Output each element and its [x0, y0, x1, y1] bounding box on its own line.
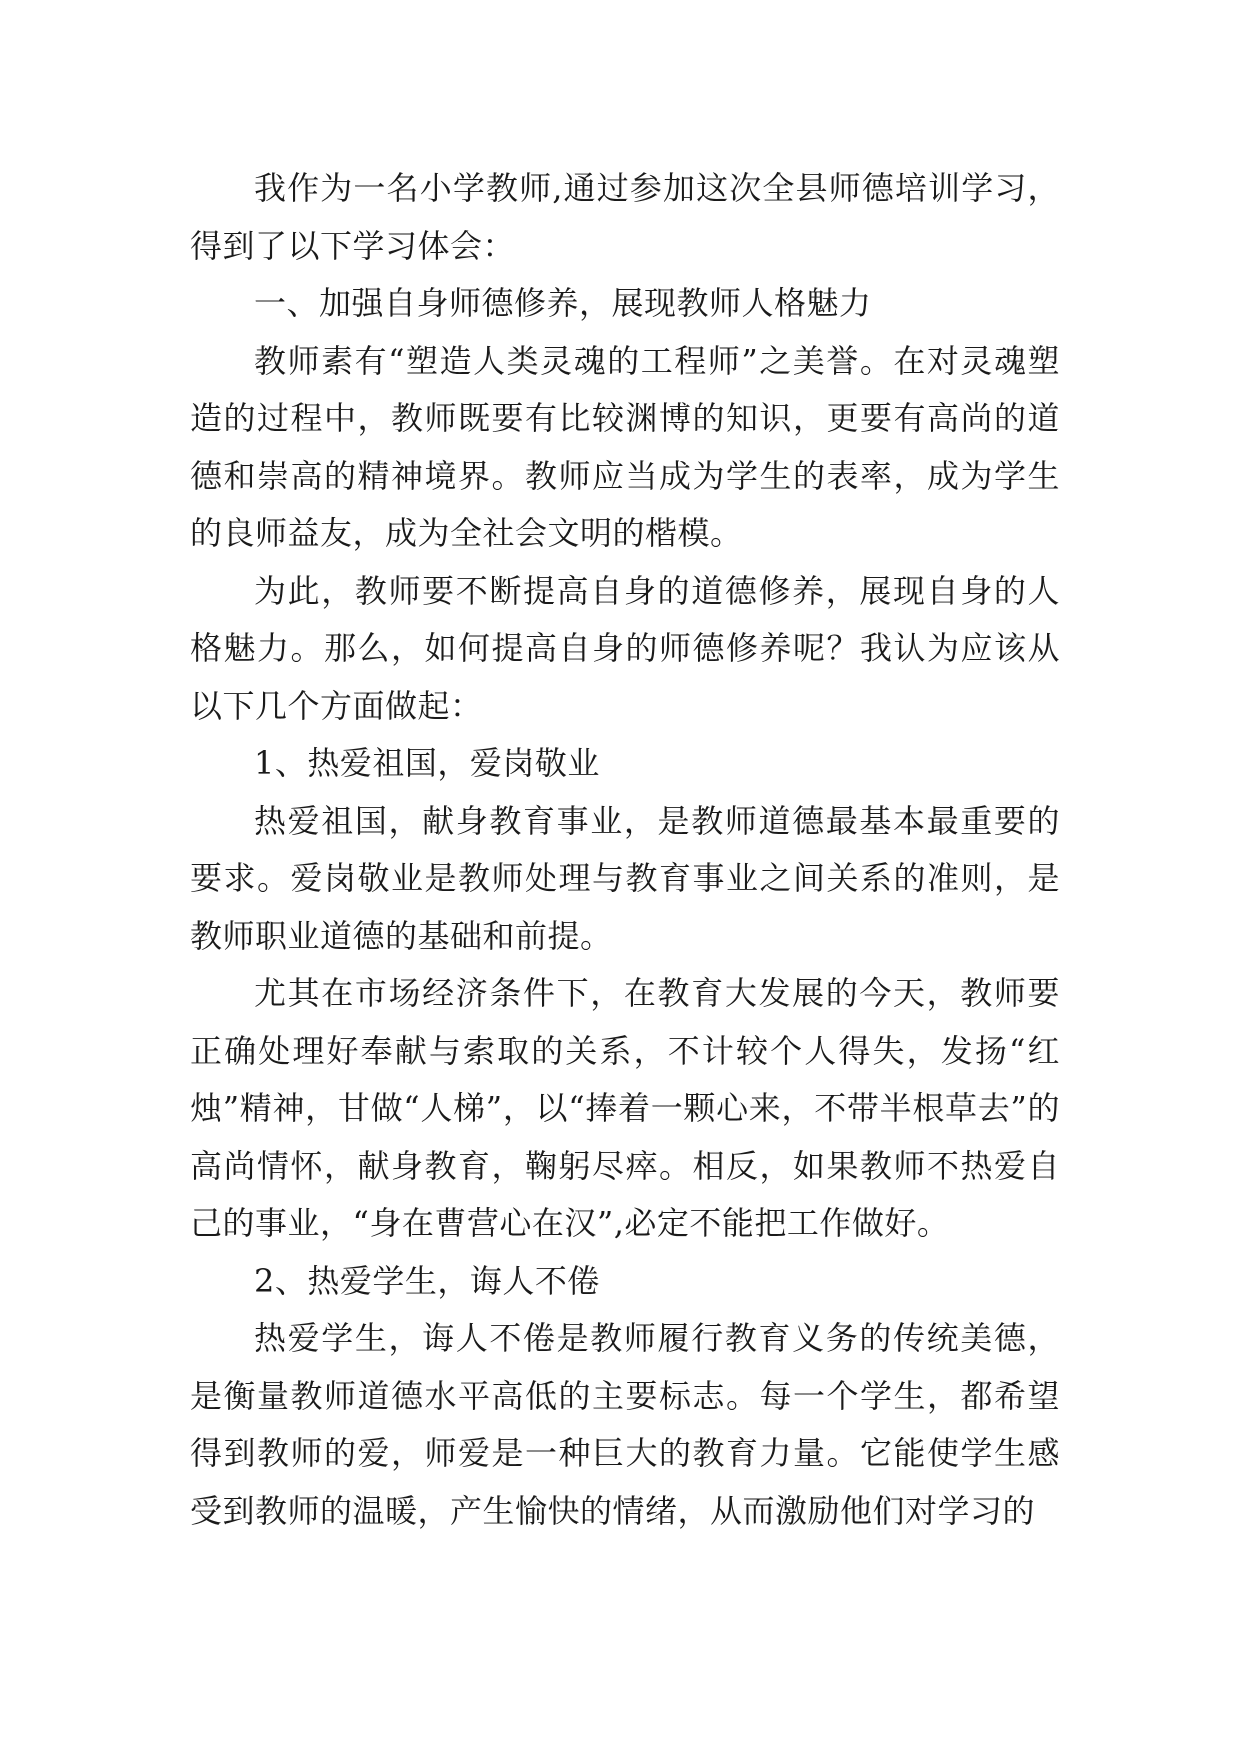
paragraph: 尤其在市场经济条件下，在教育大发展的今天，教师要正确处理好奉献与索取的关系，不计较个人得失，发扬“红烛”精神，甘做“人梯”，以“捧着一颗心来，不带半根草去”的高尚情怀，献身教育，鞠躬尽瘁。相反，如果教师不热爱自己的事业，“身在曹营心在汉”,必定不能把工作做好。: [190, 974, 1060, 1242]
paragraph: 为此，教师要不断提高自身的道德修养，展现自身的人格魅力。那么，如何提高自身的师德修养呢？我认为应该从以下几个方面做起：: [190, 571, 1060, 725]
paragraph: 热爱祖国，献身教育事业，是教师道德最基本最重要的要求。爱岗敬业是教师处理与教育事业之间关系的准则，是教师职业道德的基础和前提。: [190, 801, 1060, 955]
document-body: [190, 160, 1060, 1540]
heading-section-1: 一、加强自身师德修养，展现教师人格魅力: [254, 284, 872, 322]
heading-item-1: 1、热爱祖国，爱岗敬业: [254, 744, 600, 782]
paragraph: 教师素有“塑造人类灵魂的工程师”之美誉。在对灵魂塑造的过程中，教师既要有比较渊博的知识，更要有高尚的道德和崇高的精神境界。教师应当成为学生的表率，成为学生的良师益友，成为全社会文明的楷模。: [190, 341, 1060, 552]
paragraph: 热爱学生，诲人不倦是教师履行教育义务的传统美德，是衡量教师道德水平高低的主要标志。每一个学生，都希望得到教师的爱，师爱是一种巨大的教育力量。它能使学生感受到教师的温暖，产生愉快的情绪，从而激励他们对学习的: [190, 1319, 1060, 1530]
paragraph-intro: 我作为一名小学教师,通过参加这次全县师德培训学习，得到了以下学习体会：: [190, 169, 1060, 265]
heading-item-2: 2、热爱学生，诲人不倦: [254, 1261, 600, 1300]
